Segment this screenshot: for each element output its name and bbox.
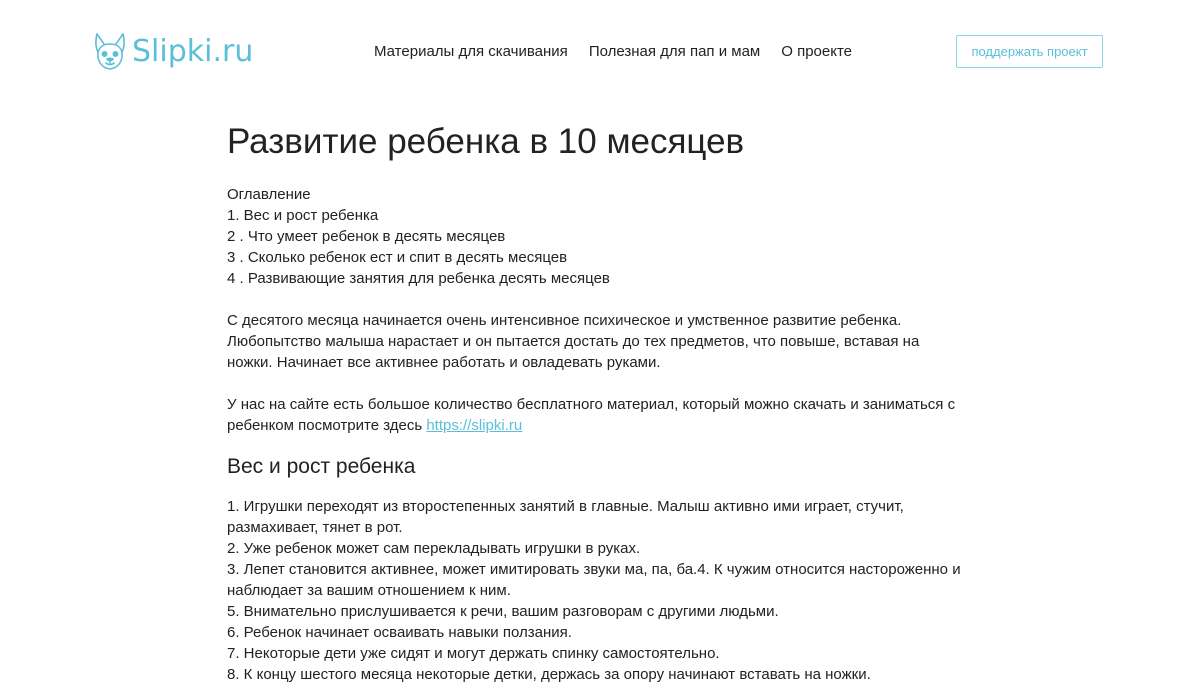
section-heading: Вес и рост ребенка [227, 455, 416, 478]
intro-paragraph: С десятого месяца начинается очень интенсивное психическое и умственное развитие ребенка. Любопытство малыша нарастает и он пытается достать до тех предметов, что повыше, вставая на ножки. Начинает все активнее работать и овладевать руками. [227, 312, 920, 371]
list-item: 6. Ребенок начинает осваивать навыки ползания. [227, 624, 572, 641]
toc-item[interactable]: 3 . Сколько ребенок ест и спит в десять месяцев [227, 249, 568, 266]
support-project-button[interactable]: поддержать проект [956, 35, 1103, 68]
toc-item[interactable]: 1. Вес и рост ребенка [227, 207, 379, 224]
nav-downloads[interactable]: Материалы для скачивания [374, 43, 568, 60]
table-of-contents [227, 184, 962, 289]
nav-useful-for-parents[interactable]: Полезная для пап и мам [588, 43, 761, 60]
main-nav [374, 43, 852, 61]
list-item: 3. Лепет становится активнее, может имитировать звуки ма, па, ба.4. К чужим относится настороженно и наблюдает за вашим отношением к ним. [227, 561, 961, 599]
page-title: Развитие ребенка в 10 месяцев [227, 122, 745, 161]
site-note-paragraph [227, 394, 962, 436]
nav-about[interactable]: О проекте [781, 43, 852, 60]
site-logo[interactable] [92, 28, 253, 74]
article [227, 112, 962, 685]
development-list [227, 496, 962, 685]
list-item: 7. Некоторые дети уже сидят и могут держать спинку самостоятельно. [227, 645, 720, 662]
site-link[interactable]: https://slipki.ru [426, 417, 523, 434]
list-item: 5. Внимательно прислушивается к речи, вашим разговорам с другими людьми. [227, 603, 779, 620]
toc-item[interactable]: 2 . Что умеет ребенок в десять месяцев [227, 228, 506, 245]
list-item: 1. Игрушки переходят из второстепенных занятий в главные. Малыш активно ими играет, стучит, размахивает, тянет в рот. [227, 498, 904, 536]
site-header [0, 0, 1200, 104]
toc-item[interactable]: 4 . Развивающие занятия для ребенка десять месяцев [227, 270, 610, 287]
toc-heading: Оглавление [227, 186, 311, 203]
site-note-text: У нас на сайте есть большое количество бесплатного материал, который можно скачать и заниматься с ребенком посмотрите здесь [227, 396, 956, 434]
bulldog-head-icon [92, 30, 128, 72]
list-item: 8. К концу шестого месяца некоторые детки, держась за опору начинают вставать на ножки. [227, 666, 871, 683]
list-item: 2. Уже ребенок может сам перекладывать игрушки в руках. [227, 540, 641, 557]
logo-text: Slipki.ru [132, 33, 254, 69]
